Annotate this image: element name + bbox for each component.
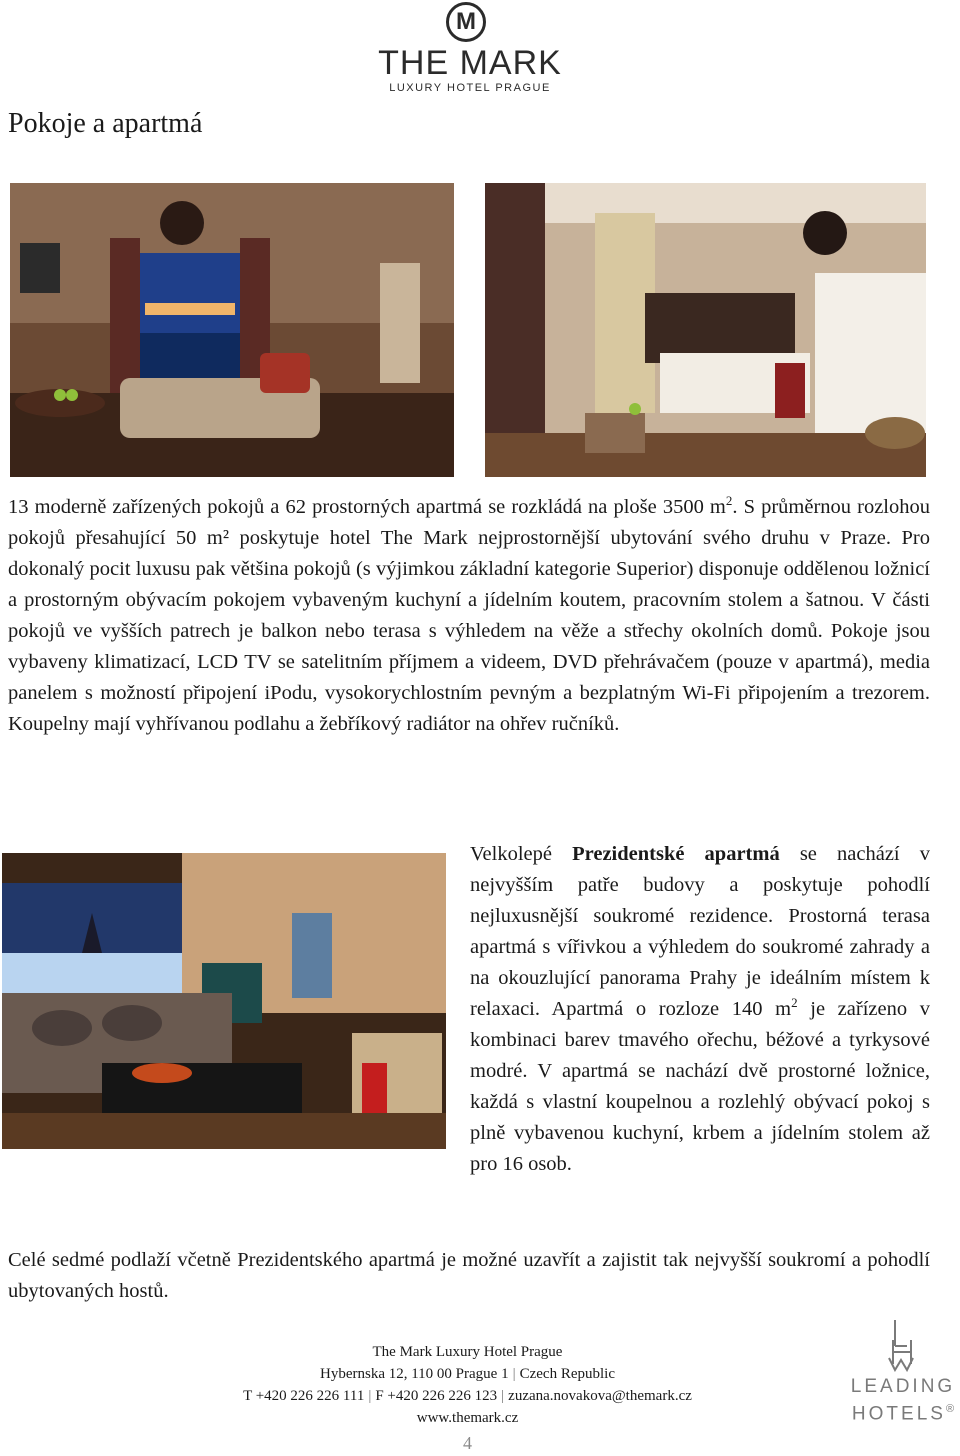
footer-address: Hybernska 12, 110 00 Prague 1 (320, 1366, 509, 1382)
footer-hotel-name: The Mark Luxury Hotel Prague (372, 1344, 563, 1360)
paragraph-rooms-overview (8, 492, 930, 740)
footer-separator: | (512, 1366, 516, 1382)
footer-fax: F +420 226 226 123 (375, 1388, 498, 1404)
logo-monogram: M (446, 2, 486, 42)
paragraph-presidential-suite (470, 839, 930, 1180)
lhw-line2-text: HOTELS (851, 1403, 946, 1425)
paragraph-suite-intro: Velkolepé (470, 843, 573, 865)
logo-tagline: LUXURY HOTEL PRAGUE (389, 82, 551, 94)
lhw-line2 (846, 1398, 960, 1425)
lhw-monogram-icon (873, 1318, 933, 1372)
footer-separator: | (368, 1388, 372, 1404)
page-number: 4 (463, 1433, 472, 1453)
footer-contacts-line (0, 1385, 935, 1407)
footer-website-link[interactable]: www.themark.cz (416, 1410, 519, 1426)
paragraph-seventh-floor: Celé sedmé podlaží včetně Prezidentského apartmá je možné uzavřít a zajistit tak nejvyšší soukromí a pohodlí ubytovaných hostů. (8, 1249, 930, 1302)
footer-contact (0, 1341, 935, 1429)
lhw-line1: LEADING (850, 1376, 956, 1397)
footer-phone[interactable]: T +420 226 226 111 (243, 1388, 365, 1404)
footer-country: Czech Republic (519, 1366, 615, 1382)
footer-separator: | (501, 1388, 505, 1404)
page-title: Pokoje a apartmá (8, 108, 203, 139)
footer-email-link[interactable]: zuzana.novakova@themark.cz (508, 1388, 692, 1404)
hotel-logo (360, 0, 580, 100)
superscript-2-suite: 2 (791, 995, 798, 1011)
logo-name: THE MARK (378, 44, 562, 82)
leading-hotels-logo (846, 1318, 960, 1428)
paragraph-suite-part1: se nachází v nejvyšším patře budovy a poskytuje pohodlí nejluxusnější soukromé rezidence. Prostorná terasa apartmá s vířivkou a výhledem do soukromé zahrady a na okouzlující panorama Prahy je ideálním místem k relaxaci. Apartmá o rozloze 140 m (470, 843, 930, 1020)
superscript-2: 2 (725, 493, 733, 509)
paragraph-rooms-part2: . S průměrnou rozlohou pokojů přesahující 50 m² poskytuje hotel The Mark nejprostornější ubytování svého druhu v Praze. Pro dokonalý pocit luxusu pak většina pokojů (s výjimkou základní kategorie Superior) disponuje oddělenou ložnicí a prostorným obývacím pokojem vybaveným kuchyní a jídelním koutem, pracovním stolem a šatnou. V části pokojů ve vyšších patrech je balkon nebo terasa s výhledem na věže a střechy okolních domů. Pokoje jsou vybaveny klimatizací, LCD TV se satelitním příjmem a videem, DVD přehrávačem (pouze v apartmá), media panelem s možností připojení iPodu, vysokorychlostním pevným a bezplatným Wi-Fi připojením a trezorem. Koupelny mají vyhřívanou podlahu a žebříkový radiátor na ohřev ručníků. (8, 496, 930, 735)
photo-bedroom (485, 183, 926, 477)
photo-presidential-suite (2, 853, 446, 1149)
footer-address-line (0, 1363, 935, 1385)
photo-living-room (10, 183, 454, 477)
paragraph-rooms-part1: 13 moderně zařízených pokojů a 62 prostorných apartmá se rozkládá na ploše 3500 m (8, 496, 726, 518)
lhw-registered-mark: ® (945, 1403, 955, 1415)
paragraph-suite-part2: je zařízeno v kombinaci barev tmavého ořechu, béžové a tyrkysové modré. V apartmá se nachází dvě prostorné ložnice, každá s vlastní koupelnou a rozlehlý obývací pokoj s plně vybavenou kuchyní, krbem a jídelním stolem až pro 16 osob. (470, 998, 931, 1175)
presidential-suite-highlight: Prezidentské apartmá (572, 843, 780, 865)
